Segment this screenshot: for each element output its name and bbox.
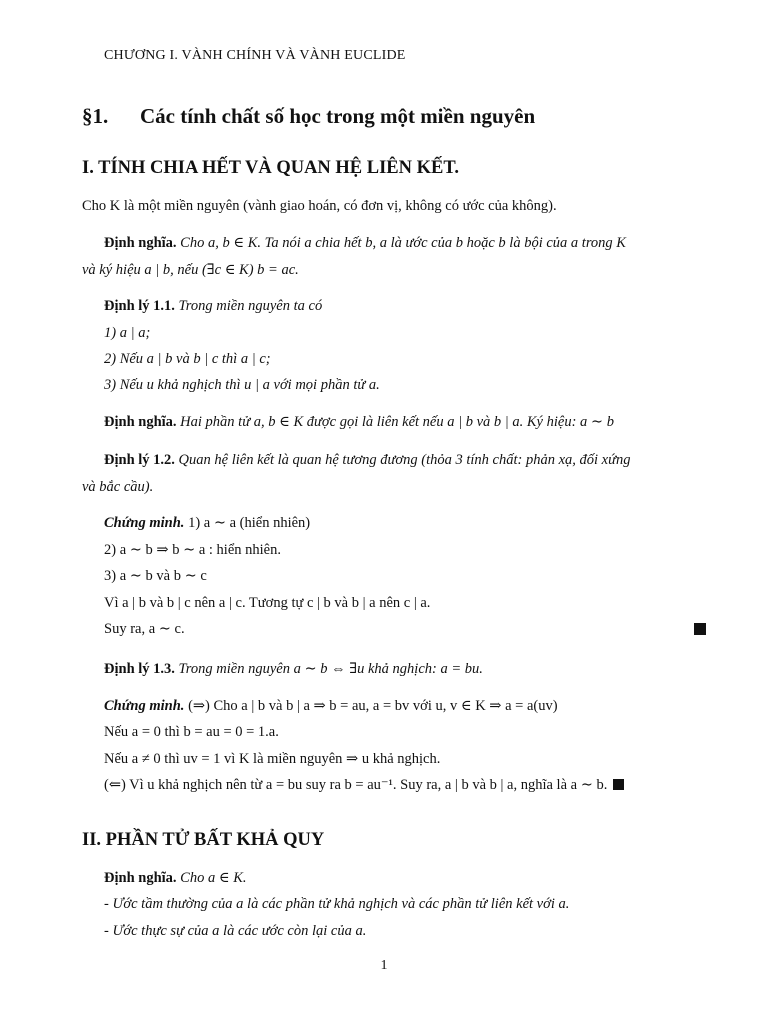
- definition-1-continued: và ký hiệu a | b, nếu (∃c ∈ K) b = ac.: [82, 262, 299, 278]
- proof-1-2-line-4: Vì a | b và b | c nên a | c. Tương tự c | b và b | a nên c | a.: [104, 595, 431, 611]
- definition-1: [104, 234, 626, 252]
- proof-1-2-line-5: Suy ra, a ∼ c.: [104, 621, 185, 637]
- intro-paragraph: Cho K là một miền nguyên (vành giao hoán, có đơn vị, không có ước của không).: [82, 198, 557, 214]
- theorem-1-1-item-2: 2) Nếu a | b và b | c thì a | c;: [104, 351, 271, 367]
- theorem-1-2-continued: và bắc cầu).: [82, 479, 154, 495]
- section-title-text: Các tính chất số học trong một miền nguyên: [140, 104, 536, 128]
- theorem-1-3: [104, 660, 483, 678]
- part2-heading: II. PHẦN TỬ BẤT KHẢ QUY: [82, 830, 325, 850]
- definition-3-item-1: - Ước tầm thường của a là các phần tử khả nghịch và các phần tử liên kết với a.: [104, 896, 570, 912]
- section-title: [82, 104, 535, 129]
- proof-line: 1) a ∼ a (hiển nhiên): [188, 515, 311, 531]
- qed-square-icon: [613, 779, 624, 790]
- qed-square-icon: [694, 623, 706, 635]
- definition-text: Cho a ∈ K.: [180, 870, 247, 886]
- proof-1-3-line-3: Nếu a ≠ 0 thì uv = 1 vì K là miền nguyên ⇒ u khả nghịch.: [104, 751, 441, 767]
- definition-3-item-2: - Ước thực sự của a là các ước còn lại của a.: [104, 923, 367, 939]
- page-number: 1: [380, 958, 388, 973]
- definition-label: Định nghĩa.: [104, 414, 177, 430]
- theorem-1-1-item-3: 3) Nếu u khả nghịch thì u | a với mọi phần tử a.: [104, 377, 380, 393]
- definition-text: Hai phần tử a, b ∈ K được gọi là liên kết nếu a | b và b | a. Ký hiệu: a ∼ b: [180, 414, 614, 430]
- theorem-text: Trong miền nguyên a ∼ b ⇔ ∃u khả nghịch: a = bu.: [178, 661, 483, 677]
- proof-1-2-line-2: 2) a ∼ b ⇒ b ∼ a : hiển nhiên.: [104, 542, 281, 558]
- theorem-label: Định lý 1.3.: [104, 661, 175, 677]
- theorem-label: Định lý 1.2.: [104, 452, 175, 468]
- proof-1-2: [104, 514, 310, 532]
- definition-text: Cho a, b ∈ K. Ta nói a chia hết b, a là ước của b hoặc b là bội của a trong K: [180, 235, 626, 251]
- theorem-label: Định lý 1.1.: [104, 298, 175, 314]
- section-number: §1.: [82, 104, 109, 128]
- theorem-1-1: [104, 297, 322, 315]
- proof-1-3-line-4: [104, 776, 624, 794]
- proof-1-3: [104, 697, 558, 715]
- definition-2: [104, 413, 614, 431]
- proof-1-2-line-3: 3) a ∼ b và b ∼ c: [104, 568, 207, 584]
- definition-3: [104, 869, 247, 887]
- definition-label: Định nghĩa.: [104, 870, 177, 886]
- theorem-1-1-item-1: 1) a | a;: [104, 325, 151, 341]
- theorem-text: Trong miền nguyên ta có: [178, 298, 323, 314]
- proof-line: (⇒) Cho a | b và b | a ⇒ b = au, a = bv với u, v ∈ K ⇒ a = a(uv): [188, 698, 558, 714]
- theorem-text: Quan hệ liên kết là quan hệ tương đương (thỏa 3 tính chất: phản xạ, đối xứng: [178, 452, 631, 468]
- proof-label: Chứng minh.: [104, 698, 185, 714]
- definition-label: Định nghĩa.: [104, 235, 177, 251]
- theorem-1-2: [104, 451, 631, 469]
- running-header: CHƯƠNG I. VÀNH CHÍNH VÀ VÀNH EUCLIDE: [104, 48, 406, 63]
- proof-line: (⇐) Vì u khả nghịch nên từ a = bu suy ra b = au⁻¹. Suy ra, a | b và b | a, nghĩa là a ∼ b.: [104, 777, 608, 793]
- proof-label: Chứng minh.: [104, 515, 185, 531]
- proof-1-3-line-2: Nếu a = 0 thì b = au = 0 = 1.a.: [104, 724, 279, 740]
- part1-heading: I. TÍNH CHIA HẾT VÀ QUAN HỆ LIÊN KẾT.: [82, 158, 459, 178]
